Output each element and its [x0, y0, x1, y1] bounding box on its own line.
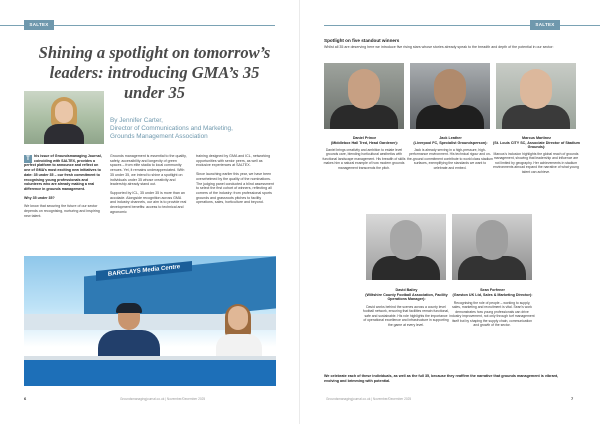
winner-photo — [452, 214, 532, 280]
page-number: 7 — [571, 396, 574, 401]
column-2 — [110, 154, 188, 218]
winner-description: Jack is already serving in a high-pressure, high-performance environment. His technical rigour and on-the-ground commitment contribute to world class stadium surfaces, exemplifying the standards we want to celebrate and embed. — [407, 148, 493, 170]
section-tag: SALTEX — [530, 20, 560, 30]
header-rule — [324, 25, 530, 26]
lead-paragraph: his issue of Groundsmanaging Journal, coinciding with SALTEX, provides a perfect platform to announce and reflect on one of GMA’s most exciting new initiatives to date: 35 under 35 – our fresh commitment to recognising young professionals and volunteers who are already making a real difference in grounds management. — [24, 154, 102, 191]
column-1 — [24, 154, 102, 222]
spotlight-heading: Spotlight on five standout winners — [324, 38, 400, 43]
header-rule — [560, 25, 600, 26]
winner-photo — [324, 63, 404, 129]
winner-description: Daniel brings creativity and ambition to estate level grounds care, blending horticultural aesthetics with functional landscape management. His breadth of skills makes him a natural example of how modern grounds management transcends the pitch. — [322, 148, 406, 170]
winner-description: Marcus’s inclusion highlights the global reach of grounds management, showing that leadership and influence are not limited by geography. Her achievements in stadium environments abroad expand the narrative of what young talent can achieve. — [493, 152, 579, 174]
byline — [110, 117, 290, 142]
winner-name: Marcus Martinez (St. Louis CITY SC, Associate Director of Stadium Grounds): — [493, 136, 580, 150]
winner-name: Daniel Prince (Middlebox Hall Tred, Head Gardener): — [330, 136, 398, 145]
paragraph: We know that securing the future of our sector depends on recognising, nurturing and inspiring new talent. — [24, 204, 100, 218]
closing-statement: We celebrate each of these individuals, as well as the full 35, because they reaffirm the narrative that grounds management is vibrant, evolving and brimming with potential. — [324, 374, 559, 383]
paragraph: Supported by ICL, 35 under 35 is more than an accolade. Alongside recognition across GMA and industry channels, our aim is to provide real development benefits: access to technical and agronomic — [110, 190, 187, 214]
winner-photo — [496, 63, 576, 129]
winner-photo — [366, 214, 446, 280]
winner-description: Recognising the role of people – working to supply, sales, marketing and recruitment is vital. Sean’s work demonstrates how young professionals can drive industry improvement, not only through turf management itself but by shaping the supply chain, communication and growth of the sector. — [449, 301, 535, 328]
paragraph: Since launching earlier this year, we have been overwhelmed by the quality of the nominations. The judging panel conducted a blind assessment to select the first cohort of winners, reflecting all corners of the industry: from professional sports grounds and grassroots pitches to facility operations, sales, horticulture and beyond. — [196, 172, 274, 205]
winner-name: Sean Forfener (Garston UK Ltd, Sales & Marketing Director): — [452, 288, 533, 297]
winner-description: David works behind the scenes across a county level football network, ensuring that facilities remain functional, safe and sustainable. His role highlights the importance of operational excellence and infrastructure in supporting the game at every level. — [363, 305, 449, 327]
event-photo — [24, 256, 276, 386]
section-tag: SALTEX — [24, 20, 54, 30]
byline-org: Grounds Management Association — [110, 133, 208, 141]
article-title: Shining a spotlight on tomorrow’s leaders: introducing GMA’s 35 under 35 — [38, 43, 271, 102]
author-portrait — [24, 91, 104, 144]
paragraph: training designed by GMA and ICL, networking opportunities with senior peers, as well as exclusive experiences at SALTEX. — [196, 154, 271, 168]
right-page — [300, 0, 600, 424]
paragraph: Grounds management is essential to the quality, safety, accessibility and longevity of green spaces – from elite stadia to local community venues. Yet, it remains underappreciated. With 35 under 35, we intend to shine a spotlight on individuals under 35 whose creativity and leadership already stand out. — [110, 154, 187, 187]
spotlight-intro: Whilst all 35 are deserving here we introduce five rising stars whose stories already speak to the breadth and depth of the potential in our sector: — [324, 45, 554, 49]
byline-author: By Jennifer Carter, — [110, 117, 163, 124]
drop-cap: T — [24, 155, 32, 163]
header-rule — [0, 25, 24, 26]
page-footer: Groundsmanagingjournal.co.uk | November/December 2025 — [120, 397, 206, 401]
winner-photo — [410, 63, 490, 129]
page-number: 6 — [24, 396, 27, 401]
byline-role: Director of Communications and Marketing, — [110, 125, 233, 133]
header-rule — [54, 25, 275, 26]
winner-name: Jack Leather (Liverpool FC, Specialist Groundsperson): — [413, 136, 488, 145]
photo-banner: BARCLAYS Media Centre — [96, 261, 192, 281]
subheading: Why 35 under 35? — [24, 195, 55, 200]
winner-name: David Bailey (Wiltshire County Football Association, Facility Operations Manager): — [365, 288, 448, 302]
page-footer: Groundsmanagingjournal.co.uk | November/December 2025 — [326, 397, 412, 401]
column-3 — [196, 154, 276, 209]
